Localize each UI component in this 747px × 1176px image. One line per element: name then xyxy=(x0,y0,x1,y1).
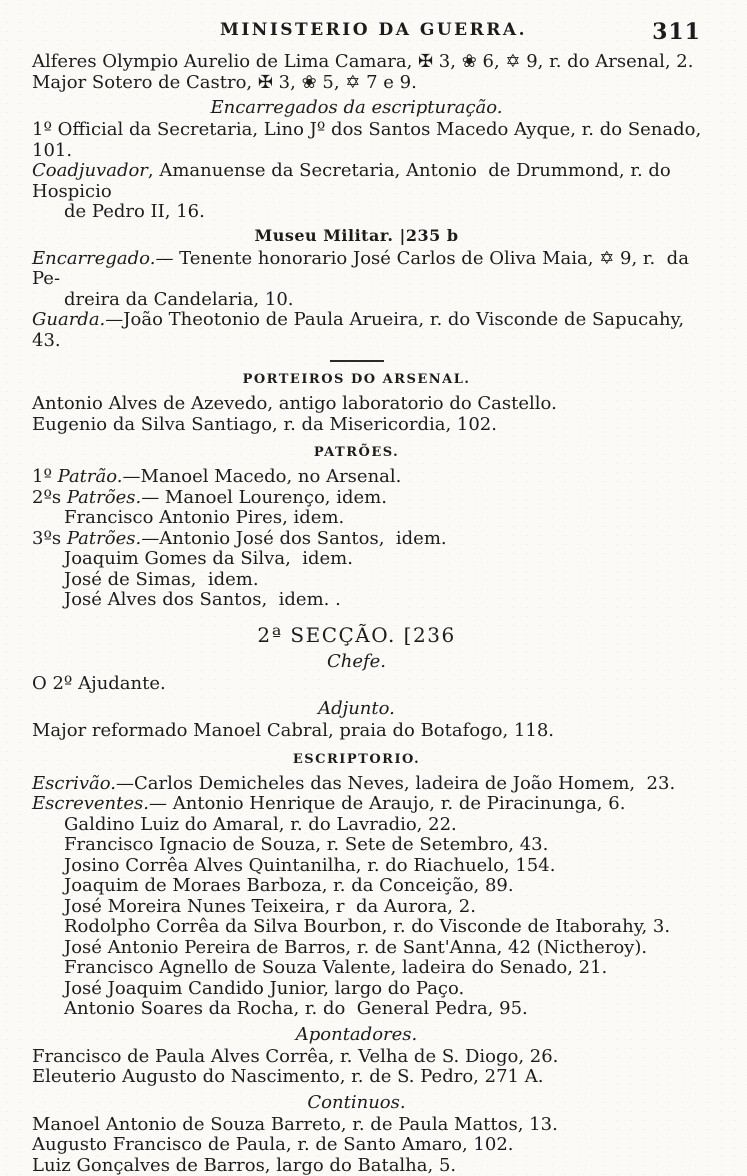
subsection-heading-bold xyxy=(0,227,713,245)
directory-entry-continuation xyxy=(0,508,713,529)
directory-entry xyxy=(0,394,713,415)
directory-entry-continuation xyxy=(0,958,713,979)
entry-text: PORTEIROS DO ARSENAL. xyxy=(243,372,471,387)
directory-entry xyxy=(0,73,713,94)
directory-entry xyxy=(0,415,713,436)
entry-text: Major reformado Manoel Cabral, praia do Botafogo, 118. xyxy=(32,720,554,741)
directory-entry-continuation xyxy=(0,549,713,570)
entry-text: 2ª SECÇÃO. [236 xyxy=(257,623,455,647)
directory-entry-continuation xyxy=(0,876,713,897)
entry-text: — Tenente honorario José Carlos de Oliva Maia, ✡ 9, r. da Pe- xyxy=(32,248,695,290)
entry-text: Rodolpho Corrêa da Silva Bourbon, r. do Visconde de Itaborahy, 3. xyxy=(64,916,670,937)
page-body xyxy=(0,52,713,1176)
entry-text: 3ºs xyxy=(32,528,67,549)
directory-entry xyxy=(0,467,713,488)
directory-entry-continuation xyxy=(0,856,713,877)
directory-entry xyxy=(0,1156,713,1176)
entry-text: —João Theotonio de Paula Arueira, r. do Visconde de Sapucahy, 43. xyxy=(32,309,690,351)
entry-text: Luiz Gonçalves de Barros, largo do Batalha, 5. xyxy=(32,1155,456,1176)
directory-entry xyxy=(0,1115,713,1136)
entry-text: Manoel Antonio de Souza Barreto, r. de Paula Mattos, 13. xyxy=(32,1114,558,1135)
entry-text: ESCRIPTORIO. xyxy=(293,752,420,767)
office-group-heading xyxy=(0,445,713,460)
entry-role-label: Coadjuvador xyxy=(32,160,148,181)
directory-entry xyxy=(0,52,713,73)
entry-role-label: Continuos. xyxy=(307,1092,405,1113)
directory-entry xyxy=(0,529,713,550)
office-group-heading xyxy=(0,372,713,387)
page-number: 311 xyxy=(652,19,701,45)
entry-role-label: Apontadores. xyxy=(296,1024,418,1045)
entry-text: Eleuterio Augusto do Nascimento, r. de S. Pedro, 271 A. xyxy=(32,1066,543,1087)
entry-text: — Antonio Henrique de Araujo, r. de Piracinunga, 6. xyxy=(149,793,625,814)
directory-entry-continuation xyxy=(0,999,713,1020)
directory-entry xyxy=(0,1135,713,1156)
directory-entry xyxy=(0,488,713,509)
directory-entry xyxy=(0,774,713,795)
subsection-heading xyxy=(0,1092,713,1113)
entry-text: Francisco Antonio Pires, idem. xyxy=(64,507,344,528)
office-group-heading xyxy=(0,752,713,767)
directory-entry-continuation xyxy=(0,290,713,311)
entry-text: José Antonio Pereira de Barros, r. de Sant'Anna, 42 (Nictheroy). xyxy=(64,937,647,958)
entry-text: José Alves dos Santos, idem. . xyxy=(64,589,341,610)
directory-entry-continuation xyxy=(0,835,713,856)
entry-role-label: Adjunto. xyxy=(318,698,395,719)
page-header xyxy=(34,20,713,47)
entry-text: de Pedro II, 16. xyxy=(64,201,205,222)
entry-role-label: Escrivão. xyxy=(32,773,116,794)
subsection-heading xyxy=(0,651,713,672)
page-title: MINISTERIO DA GUERRA. xyxy=(34,20,713,40)
directory-entry-continuation xyxy=(0,938,713,959)
directory-entry-continuation xyxy=(0,590,713,611)
entry-text: O 2º Ajudante. xyxy=(32,673,166,694)
directory-entry xyxy=(0,120,713,161)
directory-entry xyxy=(0,310,713,351)
directory-entry xyxy=(0,674,713,695)
entry-text: 1º xyxy=(32,466,58,487)
entry-text: Antonio Soares da Rocha, r. do General Pedra, 95. xyxy=(64,998,528,1019)
entry-text: Francisco Agnello de Souza Valente, ladeira do Senado, 21. xyxy=(64,957,607,978)
entry-text: — Manoel Lourenço, idem. xyxy=(141,487,387,508)
directory-entry xyxy=(0,721,713,742)
entry-text: —Antonio José dos Santos, idem. xyxy=(141,528,446,549)
entry-text: Josino Corrêa Alves Quintanilha, r. do Riachuelo, 154. xyxy=(64,855,555,876)
entry-text: 2ºs xyxy=(32,487,67,508)
entry-text: 1º Official da Secretaria, Lino Jº dos Santos Macedo Ayque, r. do Senado, 101. xyxy=(32,119,707,161)
subsection-heading xyxy=(0,97,713,118)
directory-entry xyxy=(0,249,713,290)
directory-entry xyxy=(0,794,713,815)
directory-entry-continuation xyxy=(0,202,713,223)
entry-text: Francisco Ignacio de Souza, r. Sete de Setembro, 43. xyxy=(64,834,548,855)
subsection-heading xyxy=(0,1024,713,1045)
directory-entry xyxy=(0,161,713,202)
entry-text: Eugenio da Silva Santiago, r. da Misericordia, 102. xyxy=(32,414,497,435)
section-divider xyxy=(330,360,384,362)
entry-text: —Manoel Macedo, no Arsenal. xyxy=(123,466,402,487)
entry-text: Major Sotero de Castro, ✠ 3, ❀ 5, ✡ 7 e 9. xyxy=(32,72,417,93)
entry-text: dreira da Candelaria, 10. xyxy=(64,289,294,310)
entry-text: Joaquim Gomes da Silva, idem. xyxy=(64,548,353,569)
entry-text: José de Simas, idem. xyxy=(64,569,259,590)
entry-role-label: Encarregado. xyxy=(32,248,155,269)
subsection-heading xyxy=(0,698,713,719)
entry-text: , Amanuense da Secretaria, Antonio de Drummond, r. do Hospicio xyxy=(32,160,677,202)
entry-role-label: Patrão. xyxy=(58,466,123,487)
entry-role-label: Escreventes. xyxy=(32,793,149,814)
entry-text: Antonio Alves de Azevedo, antigo laboratorio do Castello. xyxy=(32,393,557,414)
entry-text: Galdino Luiz do Amaral, r. do Lavradio, 22. xyxy=(64,814,457,835)
directory-entry xyxy=(0,1067,713,1088)
entry-role-label: Encarregados da escripturação. xyxy=(210,97,502,118)
entry-text: Francisco de Paula Alves Corrêa, r. Velha de S. Diogo, 26. xyxy=(32,1046,558,1067)
directory-entry-continuation xyxy=(0,979,713,1000)
entry-text: Joaquim de Moraes Barboza, r. da Conceição, 89. xyxy=(64,875,514,896)
entry-role-label: Guarda. xyxy=(32,309,105,330)
directory-entry-continuation xyxy=(0,570,713,591)
directory-entry xyxy=(0,1047,713,1068)
entry-role-label: Patrões. xyxy=(67,487,141,508)
entry-role-label: Chefe. xyxy=(327,651,386,672)
entry-text: José Joaquim Candido Junior, largo do Paço. xyxy=(64,978,464,999)
directory-entry-continuation xyxy=(0,815,713,836)
entry-text: José Moreira Nunes Teixeira, r da Aurora, 2. xyxy=(64,896,476,917)
entry-text: Museu Militar. |235 b xyxy=(254,226,458,245)
section-heading xyxy=(0,624,713,647)
directory-entry-continuation xyxy=(0,897,713,918)
entry-text: Augusto Francisco de Paula, r. de Santo Amaro, 102. xyxy=(32,1134,514,1155)
entry-role-label: Patrões. xyxy=(67,528,141,549)
entry-text: —Carlos Demicheles das Neves, ladeira de João Homem, 23. xyxy=(116,773,675,794)
entry-text: Alferes Olympio Aurelio de Lima Camara, ✠ 3, ❀ 6, ✡ 9, r. do Arsenal, 2. xyxy=(32,51,693,72)
directory-entry-continuation xyxy=(0,917,713,938)
entry-text: PATRÕES. xyxy=(314,445,399,460)
